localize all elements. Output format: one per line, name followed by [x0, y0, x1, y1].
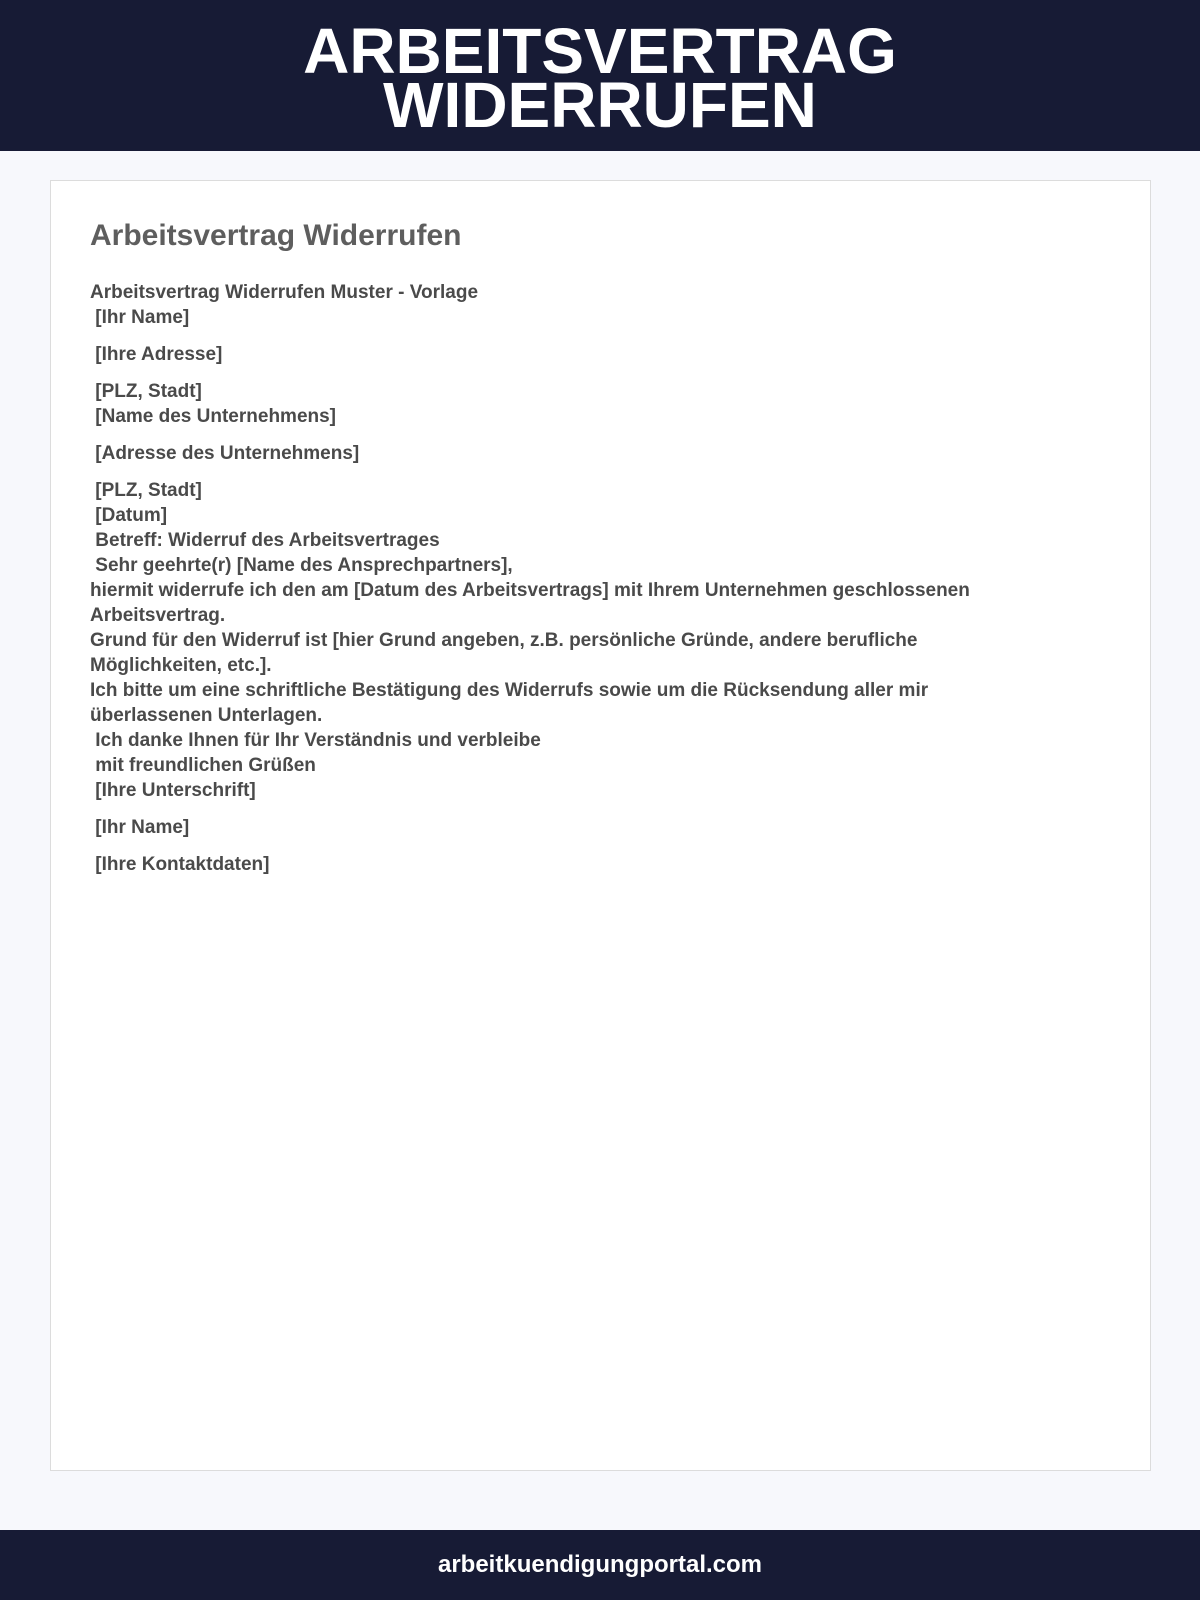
page-footer — [0, 1530, 1200, 1600]
letter-line: [Ihre Unterschrift] — [90, 780, 256, 801]
letter-line: Grund für den Widerruf ist [hier Grund angeben, z.B. persönliche Gründe, andere berufliche — [90, 630, 918, 651]
letter-line: hiermit widerrufe ich den am [Datum des Arbeitsvertrags] mit Ihrem Unternehmen geschlossenen — [90, 580, 970, 601]
letter-line: Möglichkeiten, etc.]. — [90, 655, 272, 676]
letter-line: Ich danke Ihnen für Ihr Verständnis und verbleibe — [90, 730, 541, 751]
document-card — [50, 180, 1151, 1471]
letter-line: [Ihre Kontaktdaten] — [90, 854, 270, 875]
letter-line: [PLZ, Stadt] — [90, 381, 202, 402]
letter-line: mit freundlichen Grüßen — [90, 755, 316, 776]
letter-line: [Ihre Adresse] — [90, 344, 223, 365]
letter-line: [PLZ, Stadt] — [90, 480, 202, 501]
letter-line: Betreff: Widerruf des Arbeitsvertrages — [90, 530, 440, 551]
document-title: Arbeitsvertrag Widerrufen — [90, 219, 462, 252]
letter-line: [Adresse des Unternehmens] — [90, 443, 360, 464]
letter-line: [Ihr Name] — [90, 817, 190, 838]
page-header — [0, 0, 1200, 151]
letter-line: Arbeitsvertrag. — [90, 605, 226, 626]
letter-line: überlassenen Unterlagen. — [90, 705, 323, 726]
letter-line: [Name des Unternehmens] — [90, 406, 337, 427]
letter-line: Sehr geehrte(r) [Name des Ansprechpartners], — [90, 555, 513, 576]
letter-line: Ich bitte um eine schriftliche Bestätigung des Widerrufs sowie um die Rücksendung aller mir — [90, 680, 929, 701]
letter-template-body — [90, 280, 1090, 877]
footer-site-name: arbeitkuendigungportal.com — [437, 1551, 763, 1578]
page-title-line-1: ARBEITSVERTRAG — [303, 14, 897, 87]
letter-line: [Ihr Name] — [90, 307, 190, 328]
letter-line: [Datum] — [90, 505, 168, 526]
page-title-line-2: WIDERRUFEN — [383, 68, 817, 141]
page-title — [303, 14, 897, 141]
letter-line: Arbeitsvertrag Widerrufen Muster - Vorlage — [90, 282, 479, 303]
